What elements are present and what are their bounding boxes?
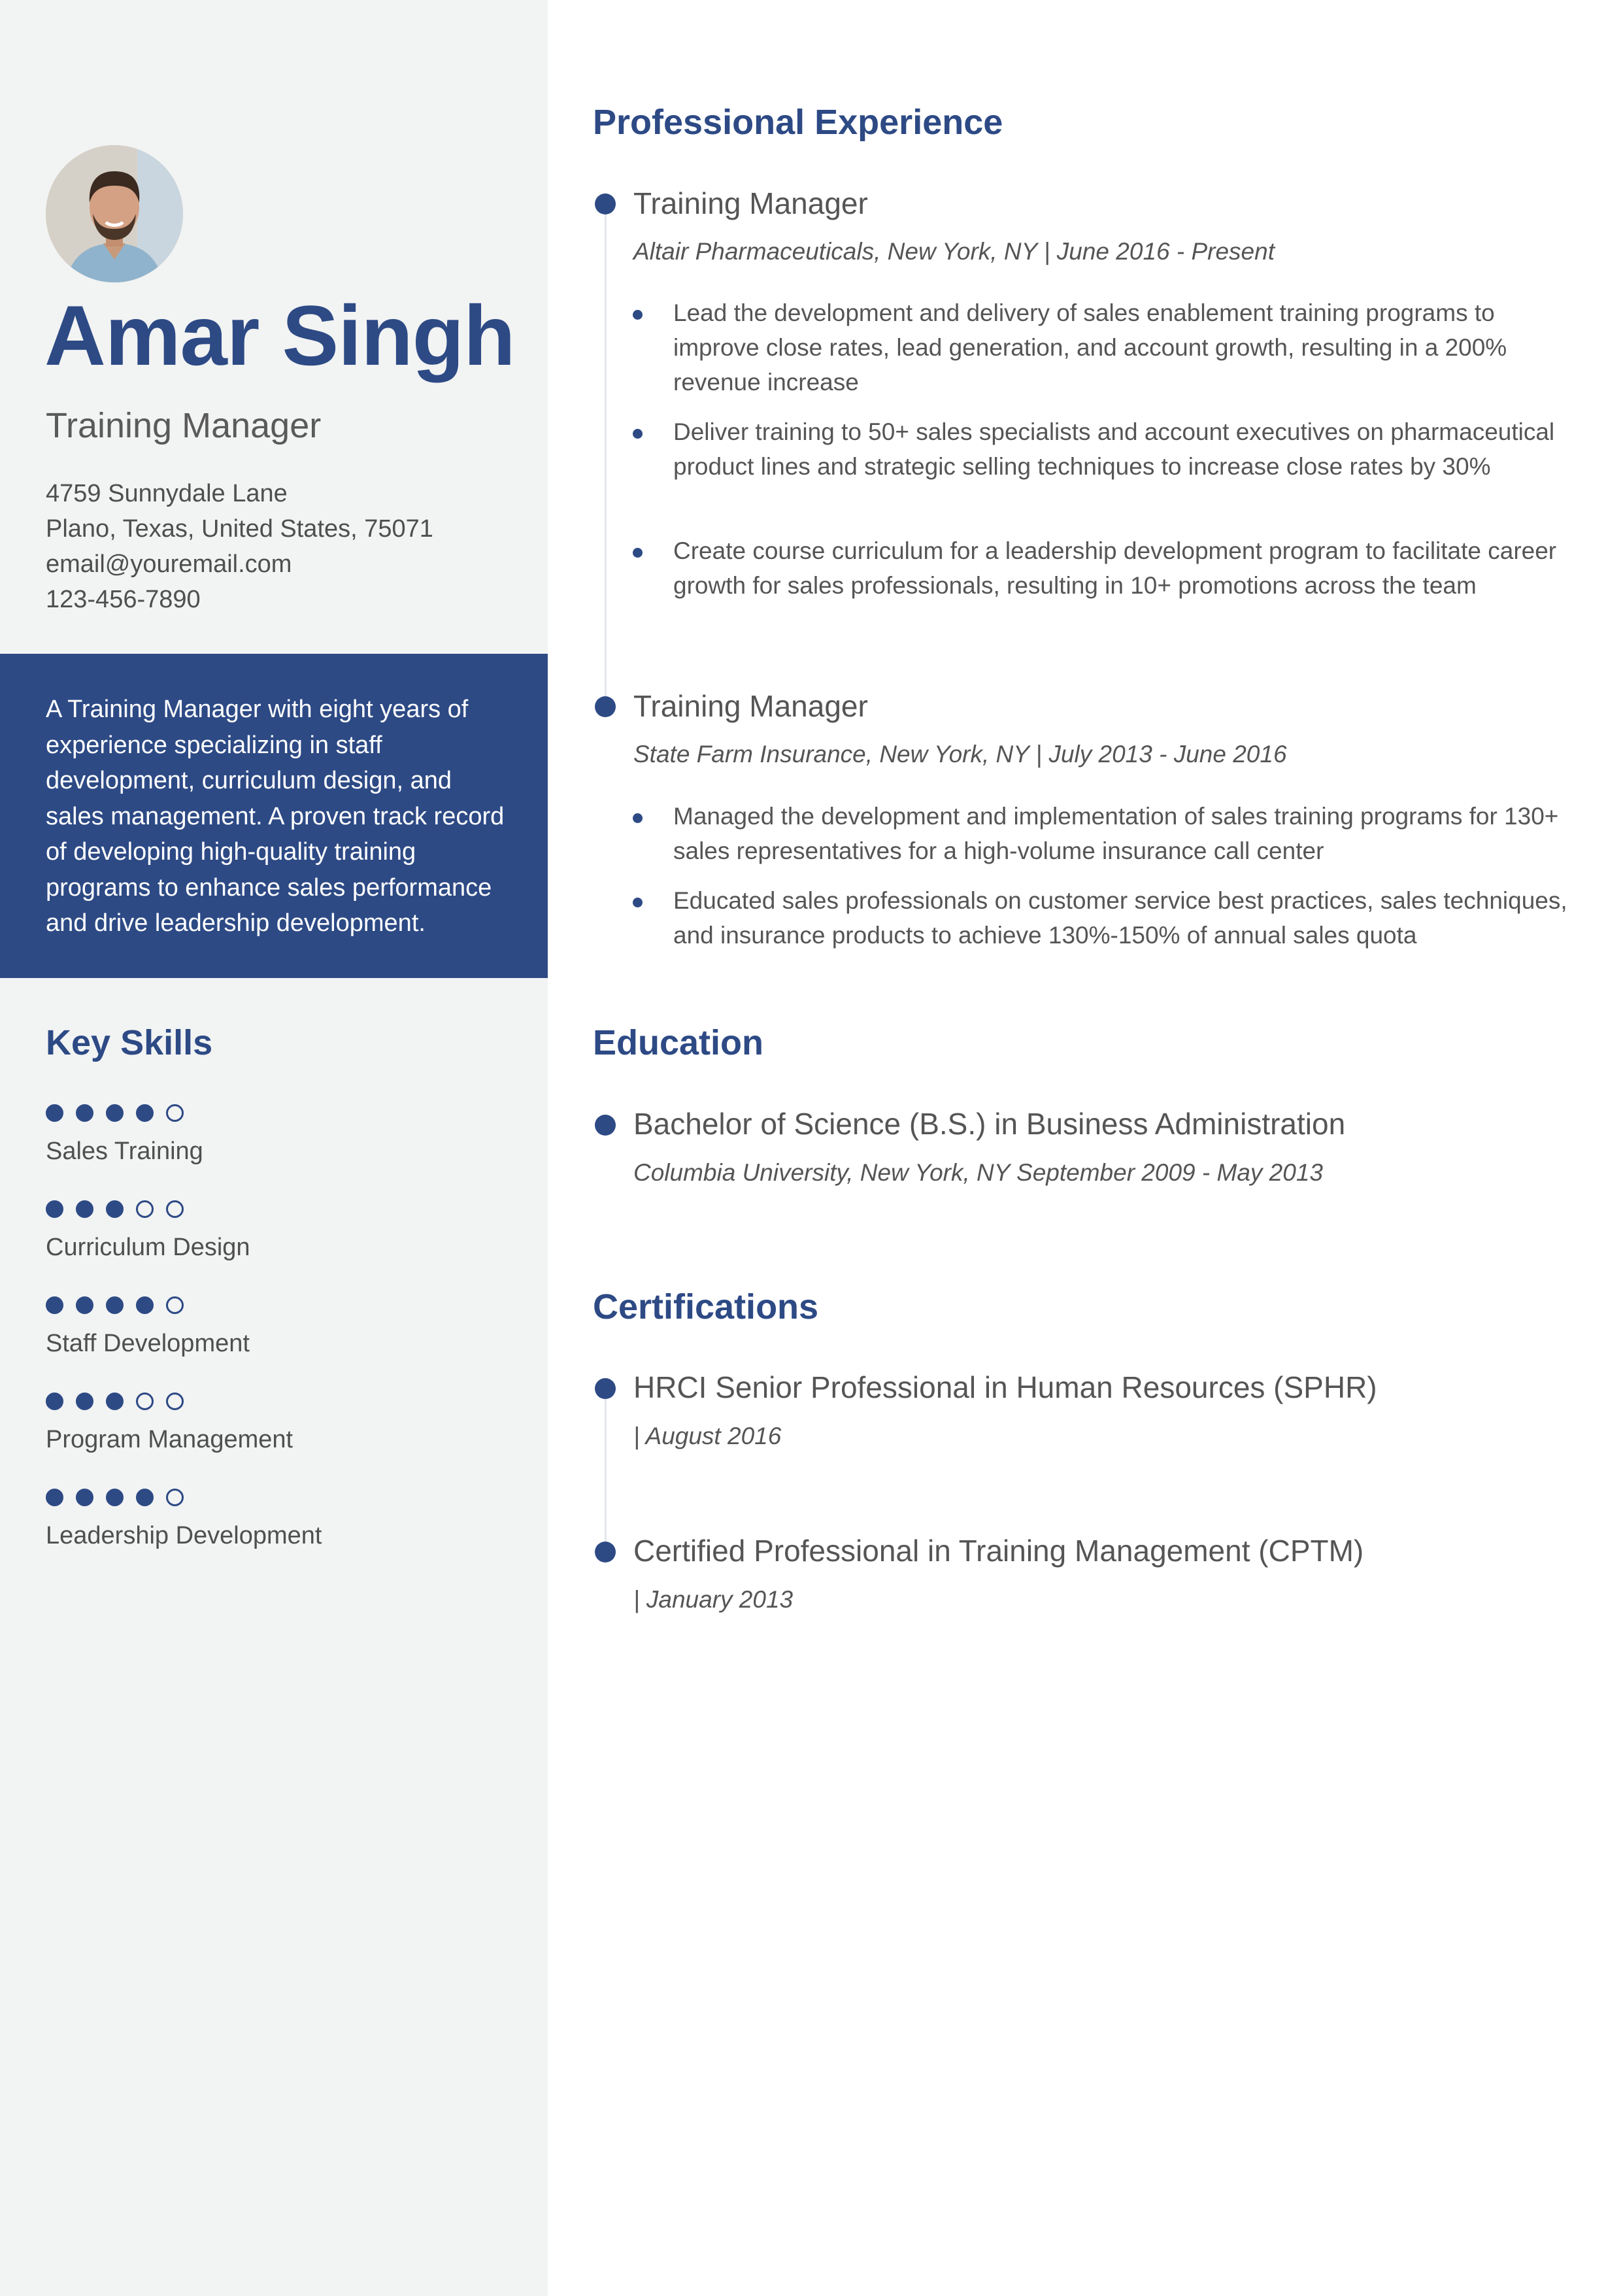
certification-meta: | January 2013	[633, 1586, 794, 1613]
contact-info	[46, 476, 433, 617]
rating-dot-empty	[166, 1393, 184, 1410]
skills-heading: Key Skills	[46, 1023, 213, 1062]
skill-rating	[46, 1198, 250, 1219]
rating-dot-filled	[76, 1489, 93, 1506]
avatar	[46, 145, 183, 282]
rating-dot-filled	[106, 1296, 124, 1314]
rating-dot-filled	[106, 1104, 124, 1122]
job-responsibility: Managed the development and implementation of sales training programs for 130+ sales representatives for a high-volume insurance call center	[673, 799, 1569, 868]
skill-item	[46, 1391, 293, 1454]
skill-item	[46, 1294, 250, 1358]
rating-dot-empty	[166, 1200, 184, 1218]
candidate-title: Training Manager	[46, 406, 322, 445]
skill-label: Leadership Development	[46, 1522, 322, 1549]
job-title: Training Manager	[633, 186, 868, 220]
summary-box	[0, 654, 548, 978]
skill-label: Curriculum Design	[46, 1234, 250, 1261]
phone-number: 123-456-7890	[46, 586, 201, 613]
email-address[interactable]: email@youremail.com	[46, 550, 292, 578]
skill-rating	[46, 1487, 322, 1508]
rating-dot-filled	[46, 1393, 63, 1410]
skill-rating	[46, 1391, 293, 1411]
job-marker	[595, 194, 616, 214]
job-responsibility: Create course curriculum for a leadership development program to facilitate career growth for sales professionals, resulting in 10+ promotions across the team	[673, 533, 1569, 603]
rating-dot-filled	[136, 1296, 154, 1314]
rating-dot-filled	[136, 1489, 154, 1506]
person-photo-icon	[46, 145, 183, 282]
certification-name: HRCI Senior Professional in Human Resources (SPHR)	[633, 1370, 1377, 1404]
skill-rating	[46, 1294, 250, 1315]
skill-rating	[46, 1102, 203, 1123]
skill-label: Program Management	[46, 1426, 293, 1453]
rating-dot-filled	[76, 1200, 93, 1218]
rating-dot-filled	[46, 1489, 63, 1506]
summary-text: A Training Manager with eight years of experience specializing in staff development, curriculum design, and sales management. A proven track record of developing high-quality training programs to enhance sales performance and drive leadership development.	[46, 696, 505, 937]
job-responsibility: Educated sales professionals on customer service best practices, sales techniques, and insurance products to achieve 130%-150% of annual sales quota	[673, 883, 1569, 953]
candidate-name: Amar Singh	[44, 288, 515, 383]
education-marker	[595, 1115, 616, 1136]
certification-meta: | August 2016	[633, 1423, 782, 1449]
job-marker	[595, 696, 616, 717]
rating-dot-empty	[136, 1393, 154, 1410]
rating-dot-filled	[46, 1104, 63, 1122]
education-degree: Bachelor of Science (B.S.) in Business Administration	[633, 1107, 1346, 1141]
job-responsibility: Lead the development and delivery of sales enablement training programs to improve close rates, lead generation, and account growth, resulting in a 200% revenue increase	[673, 295, 1569, 399]
skill-label: Staff Development	[46, 1330, 250, 1357]
rating-dot-filled	[106, 1200, 124, 1218]
job-title: Training Manager	[633, 689, 868, 723]
address-line-2: Plano, Texas, United States, 75071	[46, 515, 433, 543]
experience-timeline	[605, 204, 607, 707]
certifications-timeline	[605, 1389, 607, 1552]
rating-dot-empty	[166, 1296, 184, 1314]
education-heading: Education	[593, 1023, 764, 1062]
certification-marker	[595, 1378, 616, 1399]
rating-dot-empty	[166, 1104, 184, 1122]
rating-dot-filled	[76, 1393, 93, 1410]
skill-item	[46, 1198, 250, 1262]
education-meta: Columbia University, New York, NY September 2009 - May 2013	[633, 1159, 1323, 1186]
rating-dot-filled	[76, 1296, 93, 1314]
certifications-heading: Certifications	[593, 1287, 819, 1326]
rating-dot-filled	[46, 1200, 63, 1218]
rating-dot-empty	[166, 1489, 184, 1506]
rating-dot-filled	[106, 1489, 124, 1506]
experience-heading: Professional Experience	[593, 103, 1003, 142]
job-meta: Altair Pharmaceuticals, New York, NY | June 2016 - Present	[633, 238, 1275, 265]
rating-dot-filled	[76, 1104, 93, 1122]
address-line-1: 4759 Sunnydale Lane	[46, 480, 288, 507]
job-responsibility: Deliver training to 50+ sales specialists and account executives on pharmaceutical product lines and strategic selling techniques to increase close rates by 30%	[673, 414, 1569, 484]
skill-item	[46, 1487, 322, 1550]
certification-marker	[595, 1542, 616, 1562]
job-meta: State Farm Insurance, New York, NY | July 2013 - June 2016	[633, 741, 1287, 768]
rating-dot-filled	[46, 1296, 63, 1314]
skill-label: Sales Training	[46, 1138, 203, 1165]
rating-dot-filled	[106, 1393, 124, 1410]
skill-item	[46, 1102, 203, 1166]
rating-dot-empty	[136, 1200, 154, 1218]
certification-name: Certified Professional in Training Management (CPTM)	[633, 1534, 1364, 1568]
rating-dot-filled	[136, 1104, 154, 1122]
